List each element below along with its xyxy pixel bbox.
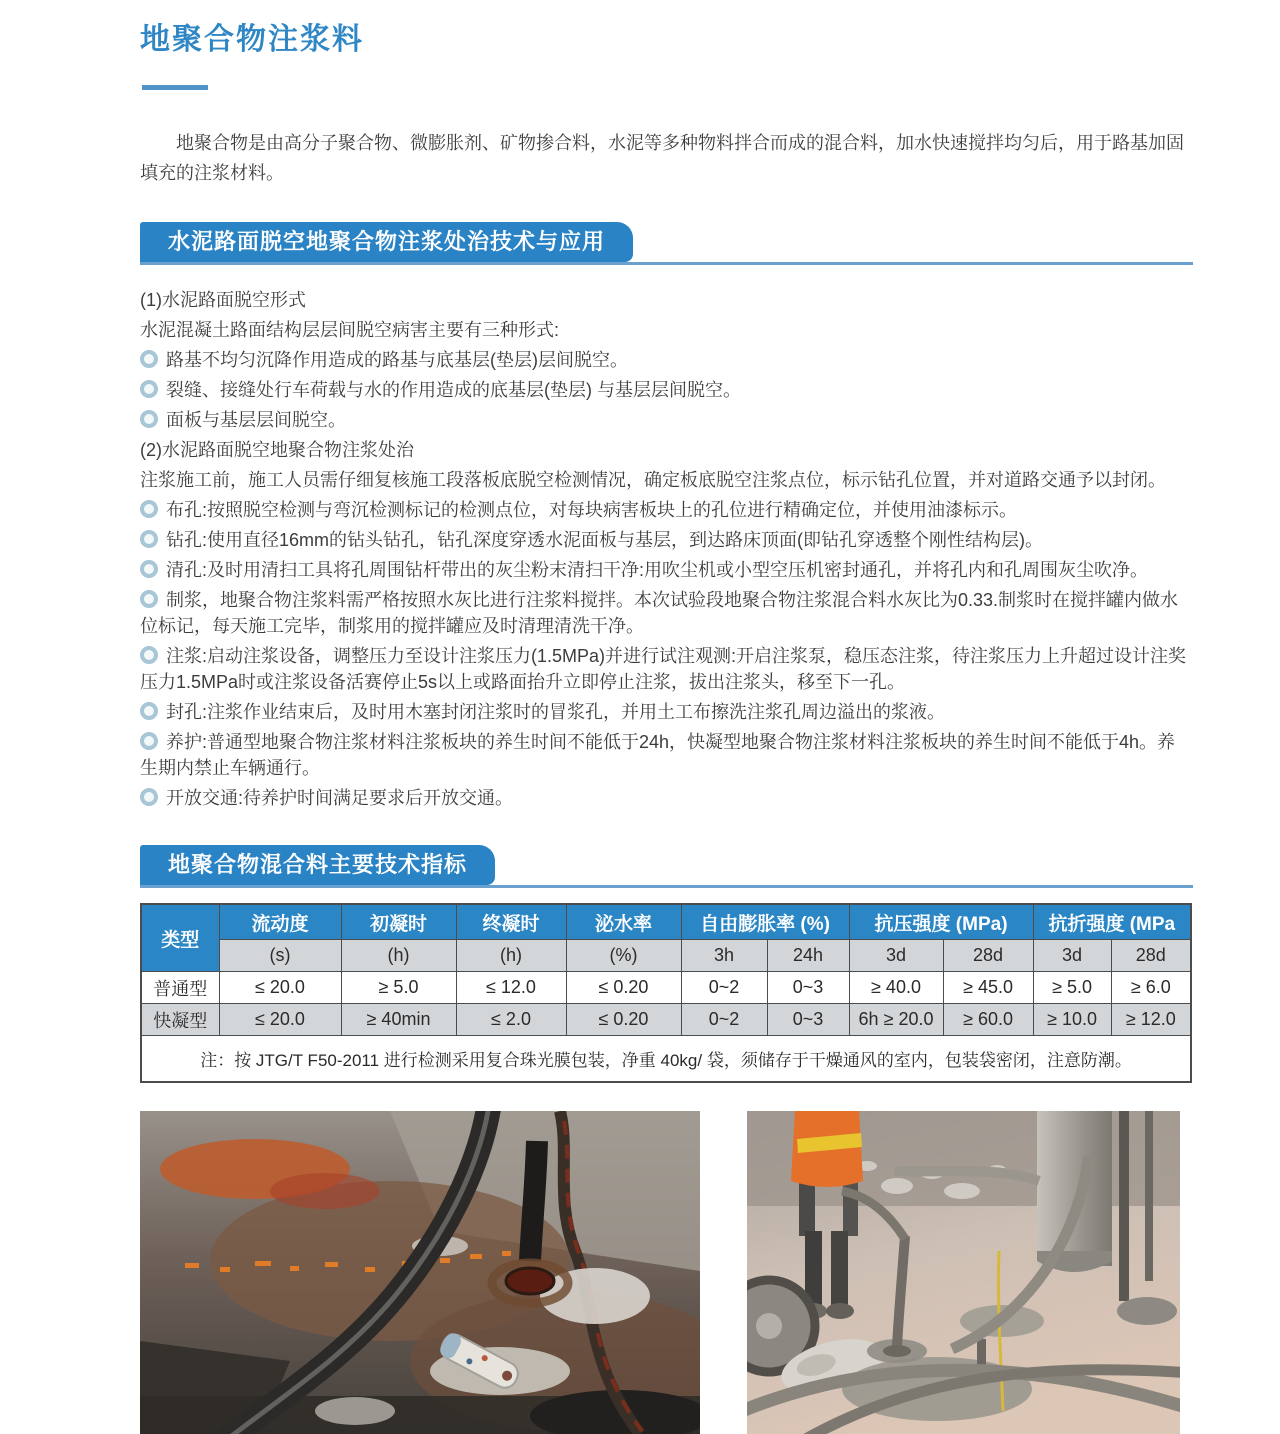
- table-subheader: 28d: [1111, 940, 1191, 972]
- table-subheader: 28d: [943, 940, 1033, 972]
- ring-bullet-icon: [140, 732, 158, 750]
- body-paragraph: [140, 729, 1193, 781]
- table-cell: 0~2: [681, 1004, 767, 1036]
- body-paragraph-text: 布孔:按照脱空检测与弯沉检测标记的检测点位，对每块病害板块上的孔位进行精确定位，并使用油漆标示。: [166, 500, 1017, 520]
- table-cell: ≥ 45.0: [943, 972, 1033, 1004]
- body-paragraph: [140, 643, 1193, 695]
- body-paragraph: [140, 699, 1193, 725]
- table-subheader: (h): [341, 940, 456, 972]
- row-label: 普通型: [141, 972, 219, 1004]
- table-subheader: 3d: [849, 940, 943, 972]
- table-subheader: (s): [219, 940, 341, 972]
- table-cell: ≥ 40min: [341, 1004, 456, 1036]
- table-cell: ≥ 5.0: [1033, 972, 1111, 1004]
- table-cell: ≤ 20.0: [219, 972, 341, 1004]
- table-group-header: 抗压强度 (MPa): [849, 904, 1033, 940]
- table-subheader: (h): [456, 940, 566, 972]
- table-note-row: [141, 1036, 1191, 1083]
- table-cell: ≤ 2.0: [456, 1004, 566, 1036]
- body-paragraph: [140, 527, 1193, 553]
- table-cell: ≥ 12.0: [1111, 1004, 1191, 1036]
- photo-grouting-hole-pavement: [140, 1111, 700, 1434]
- table-group-header: 自由膨胀率 (%): [681, 904, 849, 940]
- ring-bullet-icon: [140, 646, 158, 664]
- table-cell: 0~3: [767, 972, 849, 1004]
- table-cell: 0~2: [681, 972, 767, 1004]
- section-banner-label: 地聚合物混合料主要技术指标: [140, 845, 495, 885]
- body-paragraph: [140, 287, 1193, 313]
- table-cell: ≤ 12.0: [456, 972, 566, 1004]
- ring-bullet-icon: [140, 788, 158, 806]
- table-cell: 0~3: [767, 1004, 849, 1036]
- ring-bullet-icon: [140, 530, 158, 548]
- table-cell: ≥ 40.0: [849, 972, 943, 1004]
- body-paragraph: [140, 407, 1193, 433]
- table-subheader: (%): [566, 940, 681, 972]
- technique-paragraph-list: [140, 287, 1193, 811]
- body-paragraph: [140, 317, 1193, 343]
- row-label: 快凝型: [141, 1004, 219, 1036]
- table-group-header: 终凝时: [456, 904, 566, 940]
- body-paragraph-text: 注浆:启动注浆设备，调整压力至设计注浆压力(1.5MPa)并进行试注观测:开启注浆泵，稳压态注浆，待注浆压力上升超过设计注奖压力1.5MPa时或注浆设备活赛停止5s以上或路面抬升立即停止注浆，拔出注浆头，移至下一孔。: [140, 646, 1187, 692]
- body-paragraph: [140, 437, 1193, 463]
- body-paragraph-text: 养护:普通型地聚合物注浆材料注浆板块的养生时间不能低于24h，快凝型地聚合物注浆材料注浆板块的养生时间不能低于4h。养生期内禁止车辆通行。: [140, 732, 1176, 778]
- table-cell: ≥ 5.0: [341, 972, 456, 1004]
- body-paragraph: [140, 785, 1193, 811]
- spec-table: [140, 903, 1192, 1083]
- worksite-photo-graphic: [747, 1111, 1180, 1434]
- body-paragraph-text: 清孔:及时用清扫工具将孔周围钻杆带出的灰尘粉末清扫干净:用吹尘机或小型空压机密封通孔，并将孔内和孔周围灰尘吹净。: [166, 560, 1148, 580]
- body-paragraph: [140, 587, 1193, 639]
- ring-bullet-icon: [140, 410, 158, 428]
- ring-bullet-icon: [140, 350, 158, 368]
- pavement-photo-graphic: [140, 1111, 700, 1434]
- ring-bullet-icon: [140, 590, 158, 608]
- body-paragraph-text: 水泥混凝土路面结构层层间脱空病害主要有三种形式:: [140, 320, 559, 340]
- body-paragraph-text: 注浆施工前，施工人员需仔细复核施工段落板底脱空检测情况，确定板底脱空注浆点位，标示钻孔位置，并对道路交通予以封闭。: [140, 470, 1166, 490]
- body-paragraph: [140, 347, 1193, 373]
- table-subheader: 3d: [1033, 940, 1111, 972]
- body-paragraph-text: 裂缝、接缝处行车荷载与水的作用造成的底基层(垫层) 与基层层间脱空。: [166, 380, 741, 400]
- body-paragraph: [140, 377, 1193, 403]
- ring-bullet-icon: [140, 380, 158, 398]
- table-group-header: 流动度: [219, 904, 341, 940]
- section-banner-technique: [140, 222, 1193, 265]
- table-group-header: 泌水率: [566, 904, 681, 940]
- ring-bullet-icon: [140, 560, 158, 578]
- body-paragraph-text: 面板与基层层间脱空。: [166, 410, 346, 430]
- title-underline: [142, 85, 208, 90]
- table-cell: 6h ≥ 20.0: [849, 1004, 943, 1036]
- photo-grouting-worksite: [747, 1111, 1180, 1434]
- table-cell: ≤ 20.0: [219, 1004, 341, 1036]
- body-paragraph-text: (1)水泥路面脱空形式: [140, 290, 306, 310]
- body-paragraph: [140, 557, 1193, 583]
- table-group-header: 抗折强度 (MPa: [1033, 904, 1191, 940]
- body-paragraph-text: 封孔:注浆作业结束后，及时用木塞封闭注浆时的冒浆孔，并用土工布擦洗注浆孔周边溢出的浆液。: [166, 702, 945, 722]
- section-banner-label: 水泥路面脱空地聚合物注浆处治技术与应用: [140, 222, 633, 262]
- body-paragraph-text: (2)水泥路面脱空地聚合物注浆处治: [140, 440, 414, 460]
- intro-paragraph: 地聚合物是由高分子聚合物、微膨胀剂、矿物掺合料，水泥等多种物料拌合而成的混合料，加水快速搅拌均匀后，用于路基加固填充的注浆材料。: [140, 133, 1184, 183]
- table-cell: ≥ 60.0: [943, 1004, 1033, 1036]
- table-subheader: 24h: [767, 940, 849, 972]
- table-note: 注：按 JTG/T F50-2011 进行检测采用复合珠光膜包装，净重 40kg/ 袋，须储存于干燥通风的室内，包装袋密闭，注意防潮。: [141, 1036, 1191, 1083]
- ring-bullet-icon: [140, 500, 158, 518]
- body-paragraph-text: 制浆，地聚合物注浆料需严格按照水灰比进行注浆料搅拌。本次试验段地聚合物注浆混合料水灰比为0.33.制浆时在搅拌罐内做水位标记，每天施工完毕，制浆用的搅拌罐应及时清理清洗干净。: [140, 590, 1179, 636]
- ring-bullet-icon: [140, 702, 158, 720]
- table-cell: ≤ 0.20: [566, 1004, 681, 1036]
- table-cell: ≥ 10.0: [1033, 1004, 1111, 1036]
- page-title: 地聚合物注浆料: [140, 23, 364, 56]
- section-banner-specs: [140, 845, 1193, 888]
- table-cell: ≤ 0.20: [566, 972, 681, 1004]
- body-paragraph: [140, 497, 1193, 523]
- body-paragraph: [140, 467, 1193, 493]
- table-cell: ≥ 6.0: [1111, 972, 1191, 1004]
- table-row: [141, 972, 1191, 1004]
- photo-row: [140, 1111, 1193, 1434]
- body-paragraph-text: 路基不均匀沉降作用造成的路基与底基层(垫层)层间脱空。: [166, 350, 628, 370]
- table-row: [141, 1004, 1191, 1036]
- table-group-header: 初凝时: [341, 904, 456, 940]
- body-paragraph-text: 钻孔:使用直径16mm的钻头钻孔，钻孔深度穿透水泥面板与基层，到达路床顶面(即钻孔穿透整个刚性结构层)。: [166, 530, 1043, 550]
- table-subheader: 3h: [681, 940, 767, 972]
- body-paragraph-text: 开放交通:待养护时间满足要求后开放交通。: [166, 788, 513, 808]
- table-header-type: 类型: [141, 904, 219, 972]
